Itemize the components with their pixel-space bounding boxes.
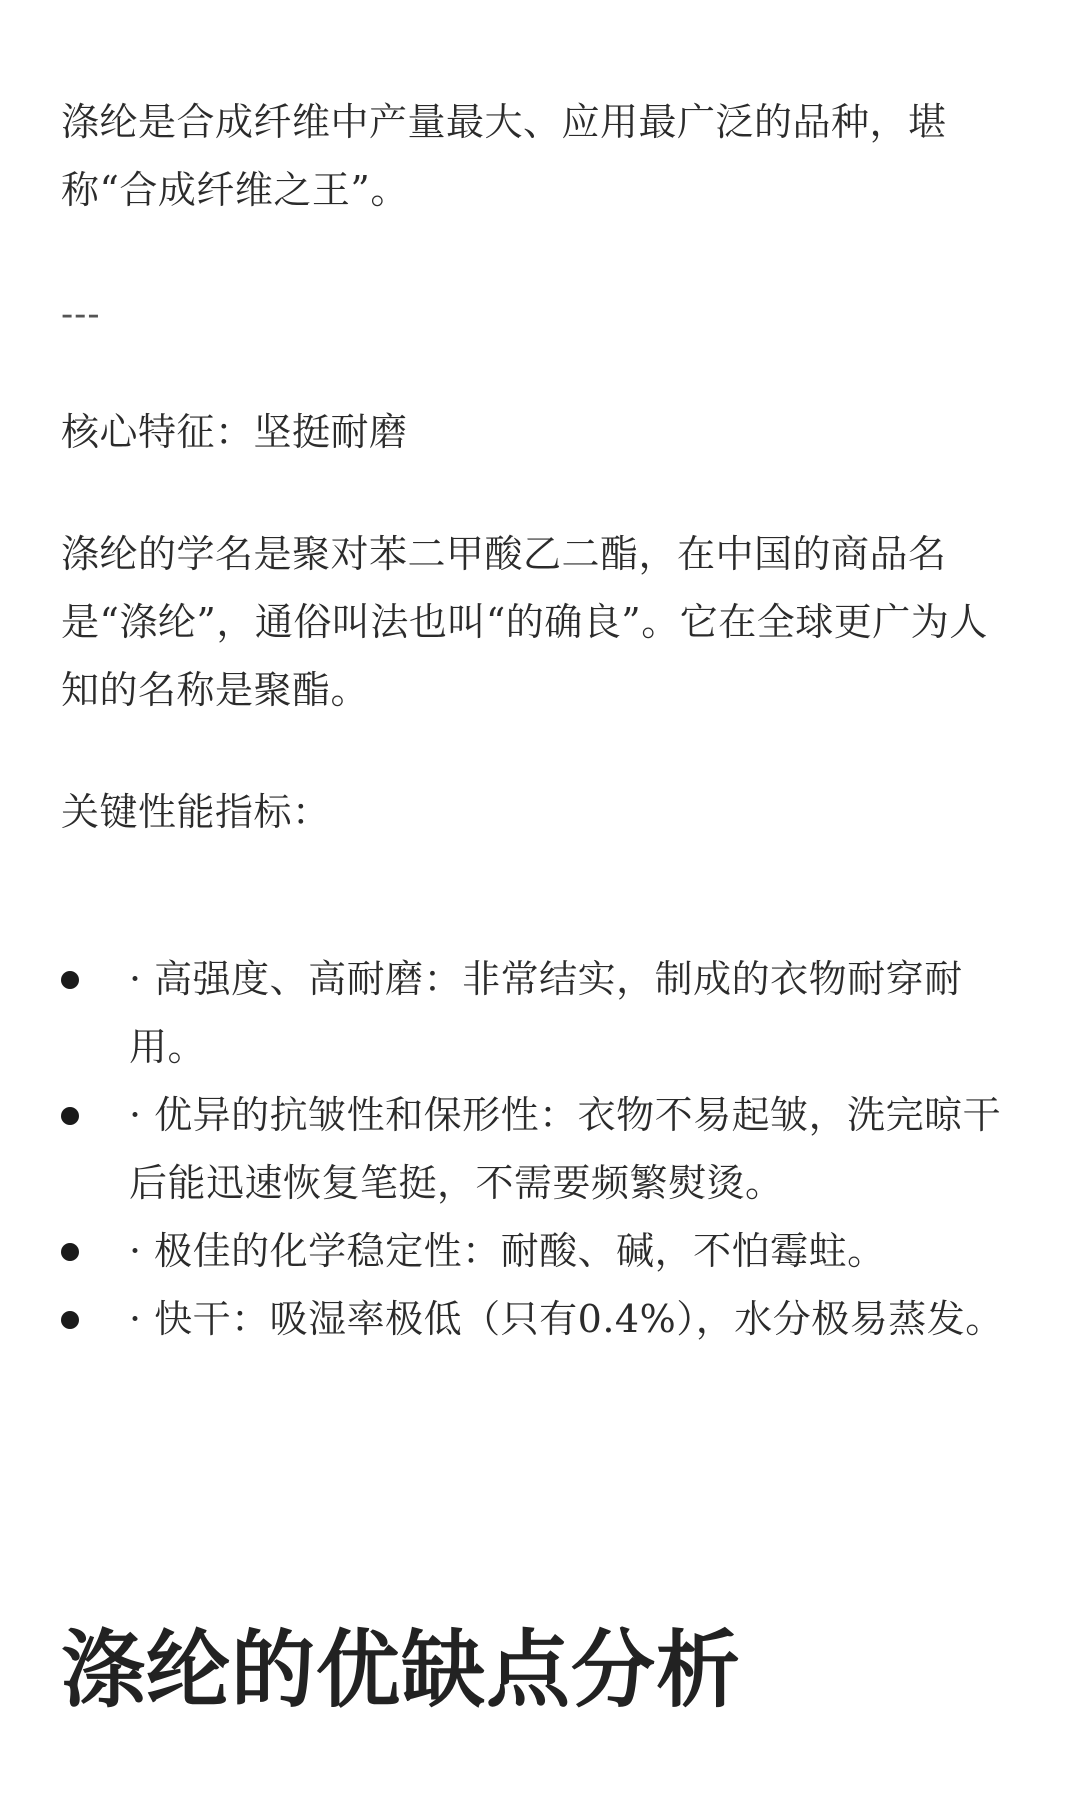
bullet-dot-icon — [61, 1243, 79, 1261]
metrics-list — [61, 945, 1021, 1353]
list-item — [61, 1285, 1021, 1353]
intro-paragraph: 涤纶是合成纤维中产量最大、应用最广泛的品种，堪称“合成纤维之王”。 — [61, 100, 947, 212]
list-item-text: · 极佳的化学稳定性：耐酸、碱，不怕霉蛀。 — [129, 1229, 886, 1273]
list-item-text: · 高强度、高耐磨：非常结实，制成的衣物耐穿耐用。 — [129, 957, 963, 1069]
section-heading: 涤纶的优缺点分析 — [61, 1620, 742, 1719]
divider-text: --- — [61, 294, 101, 335]
list-item — [61, 945, 1021, 1081]
bullet-dot-icon — [61, 1311, 79, 1329]
description-paragraph: 涤纶的学名是聚对苯二甲酸乙二酯，在中国的商品名是“涤纶”，通俗叫法也叫“的确良”。它在全球更广为人知的名称是聚酯。 — [61, 532, 988, 712]
bullet-dot-icon — [61, 1107, 79, 1125]
metrics-label: 关键性能指标： — [61, 790, 331, 834]
core-feature-paragraph: 核心特征：坚挺耐磨 — [61, 410, 408, 454]
list-item — [61, 1081, 1021, 1217]
list-item-text: · 快干：吸湿率极低（只有0.4%），水分极易蒸发。 — [129, 1297, 1004, 1341]
bullet-dot-icon — [61, 971, 79, 989]
list-item-text: · 优异的抗皱性和保形性：衣物不易起皱，洗完晾干后能迅速恢复笔挺，不需要频繁熨烫。 — [129, 1093, 1002, 1205]
list-item — [61, 1217, 1021, 1285]
